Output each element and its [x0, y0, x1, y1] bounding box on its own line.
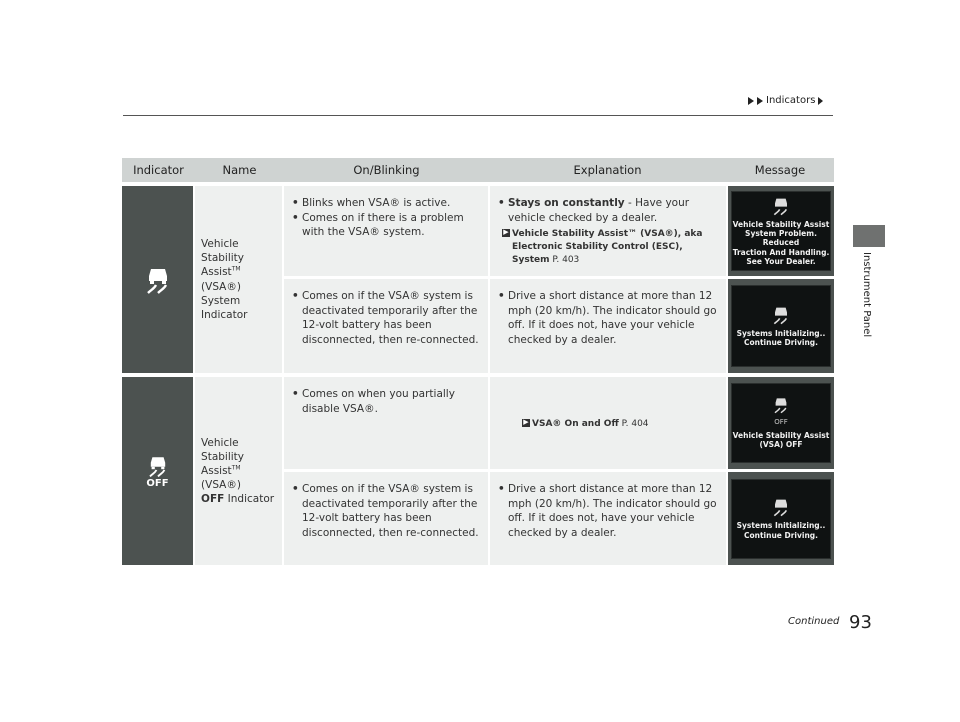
arrow-icon [757, 97, 763, 105]
table-row [284, 377, 834, 469]
list-item: • Comes on when you partially disable VSA®. [292, 387, 482, 416]
list-item: • Comes on if the VSA® system is deactivated temporarily after the 12-volt battery has been disconnected, then re-connected. [292, 289, 482, 348]
explanation-cell [490, 472, 726, 565]
header-rule [123, 115, 833, 116]
vsa-off-icon [772, 396, 790, 414]
message-cell [728, 472, 834, 565]
indicator-cell [122, 377, 193, 565]
name-cell: Vehicle Stability Assist™ (VSA®) OFF Indicator [195, 377, 282, 565]
message-cell [728, 377, 834, 469]
section-label: Instrument Panel [861, 252, 872, 338]
vsa-off-icon [146, 454, 170, 478]
message-screen: Systems Initializing.. Continue Driving. [731, 285, 831, 367]
table-row [284, 472, 834, 565]
on-blinking-cell [284, 377, 488, 469]
page-number: 93 [849, 612, 872, 633]
vsa-icon [144, 265, 172, 295]
header-message: Message [754, 163, 806, 177]
table-header [122, 158, 834, 182]
message-screen: Vehicle Stability Assist System Problem. Reduced Traction And Handling. See Your Dealer. [731, 191, 831, 271]
reference-arrow-icon: ▶ [523, 418, 529, 427]
list-item: • Drive a short distance at more than 12 mph (20 km/h). The indicator should go off. If it does not, have your vehicle checked by a dealer. [498, 289, 720, 348]
breadcrumb [748, 95, 823, 106]
on-blinking-cell [284, 186, 488, 276]
list-item: • Comes on if there is a problem with the VSA® system. [292, 211, 482, 240]
page-reference-link[interactable]: ▶ Vehicle Stability Assist™ (VSA®), aka Electronic Stability Control (ESC), System P. 403 [503, 228, 703, 265]
vsa-icon [771, 196, 791, 216]
explanation-cell [490, 186, 726, 276]
header-explanation: Explanation [573, 163, 642, 177]
section-tab [853, 225, 885, 247]
list-item: • Comes on if the VSA® system is deactivated temporarily after the 12-volt battery has been disconnected, then re-connected. [292, 482, 482, 541]
on-blinking-cell [284, 472, 488, 565]
list-item: • Drive a short distance at more than 12 mph (20 km/h). The indicator should go off. If it does not, have your vehicle checked by a dealer. [498, 482, 720, 541]
indicator-table [122, 158, 834, 565]
table-row [284, 186, 834, 276]
table-group-vsa-system [122, 186, 834, 373]
explanation-cell [490, 377, 726, 469]
on-blinking-cell [284, 279, 488, 373]
explanation-cell [490, 279, 726, 373]
message-cell [728, 279, 834, 373]
message-screen: OFF Vehicle Stability Assist (VSA) OFF [731, 383, 831, 463]
reference-arrow-icon: ▶ [503, 228, 509, 237]
arrow-icon [748, 97, 754, 105]
list-item: • Blinks when VSA® is active. [292, 196, 482, 211]
page-reference-link[interactable]: ▶ VSA® On and Off P. 404 [523, 418, 649, 430]
breadcrumb-label: Indicators [766, 95, 816, 106]
message-screen: Systems Initializing.. Continue Driving. [731, 479, 831, 559]
continued-label: Continued [788, 616, 840, 627]
table-group-vsa-off [122, 377, 834, 565]
indicator-cell [122, 186, 193, 373]
off-label: OFF [146, 477, 169, 489]
vsa-icon [771, 497, 791, 517]
header-indicator: Indicator [133, 163, 184, 177]
header-name: Name [222, 163, 257, 177]
name-cell: Vehicle Stability Assist™ (VSA®) System Indicator [195, 186, 282, 373]
list-item: • Stays on constantly - Have your vehicle checked by a dealer. [498, 196, 720, 225]
arrow-icon [818, 97, 823, 105]
table-row [284, 279, 834, 373]
vsa-icon [771, 305, 791, 325]
message-cell [728, 186, 834, 276]
header-on-blinking: On/Blinking [353, 163, 420, 177]
